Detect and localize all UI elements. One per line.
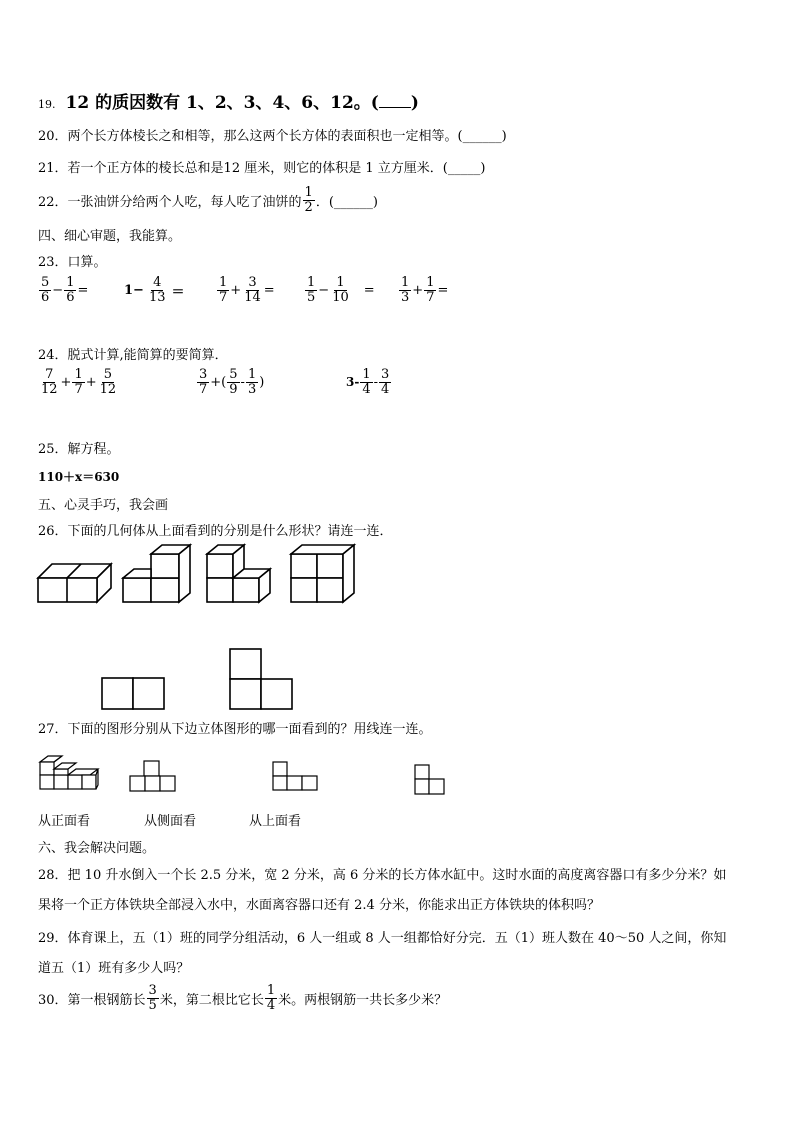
view-b [273, 762, 317, 790]
view-label-top: 从上面看 [249, 814, 302, 829]
q24-expression-1: $\frac{7}{12}$ + $\frac{1}{7}$ + $\frac{5}{12}$ [41, 367, 117, 397]
question-21: 21．若一个正方体的棱长总和是12 厘米，则它的体积是 1 立方厘米．(_____) [38, 161, 486, 176]
question-number: 19. [38, 98, 56, 111]
q24-expression-2: $\frac{3}{7}$ +( $\frac{5}{9}$ - $\frac{1}{3}$ ) [199, 367, 265, 397]
question-29-line-2: 道五（1）班有多少人吗？ [38, 961, 190, 976]
question-text: 22．一张油饼分给两个人吃，每人吃了油饼的 [38, 194, 302, 210]
q23-item-1: $\frac{5}{6}$ − $\frac{1}{6}$ = [41, 275, 89, 305]
view-c [415, 765, 444, 794]
question-27: 27．下面的图形分别从下边立体图形的哪一面看到的？用线连一连。 [38, 722, 432, 737]
solid-two-cubes [38, 564, 111, 602]
fraction: $\frac{1}{4}$ [266, 983, 276, 1013]
view-label-side: 从侧面看 [144, 814, 197, 829]
top-view-two-squares [102, 678, 164, 709]
q23-item-4: $\frac{1}{5}$ − $\frac{1}{10}$ = [307, 275, 375, 305]
question-24: 24．脱式计算,能简算的要简算． [38, 348, 228, 363]
question-28-line-1: 28．把 10 升水倒入一个长 2.5 分米，宽 2 分米，高 6 分米的长方体水缸中。这时水面的高度离容器口有多少分米？如 [38, 868, 727, 883]
question-26: 26．下面的几何体从上面看到的分别是什么形状？请连一连． [38, 524, 393, 539]
solid-step-cubes [123, 545, 190, 602]
q23-item-5: $\frac{1}{3}$ + $\frac{1}{7}$ = [401, 275, 449, 305]
question-29-line-1: 29．体育课上，五（1）班的同学分组活动，6 人一组或 8 人一组都恰好分完．五（1）班人数在 40～50 人之间，你知 [38, 931, 727, 946]
solid-l-cubes [207, 545, 270, 602]
section-4-heading: 四、细心审题，我能算。 [38, 229, 182, 244]
fraction: $\frac{1}{2}$ [304, 185, 313, 215]
question-text: 米。两根钢筋一共长多少米？ [278, 992, 448, 1008]
q24-expression-3: 3- $\frac{1}{4}$ - $\frac{3}{4}$ [346, 367, 390, 397]
view-label-front: 从正面看 [38, 814, 91, 829]
question-20: 20．两个长方体棱长之和相等，那么这两个长方体的表面积也一定相等。(______) [38, 129, 507, 144]
q23-item-3: $\frac{1}{7}$ + $\frac{3}{14}$ = [219, 275, 275, 305]
section-6-heading: 六、我会解决问题。 [38, 841, 156, 856]
q23-item-2: 1− $\frac{4}{13}$ ＝ [124, 275, 185, 305]
fraction: $\frac{3}{5}$ [148, 983, 157, 1013]
view-a [130, 761, 175, 791]
question-text: 米，第二根比它长 [159, 992, 264, 1008]
q27-solid [40, 756, 98, 789]
section-5-heading: 五、心灵手巧，我会画 [38, 498, 169, 513]
equation: 110＋x＝630 [38, 470, 120, 484]
question-23: 23．口算。 [38, 255, 107, 270]
question-text: 30．第一根钢筋长 [38, 992, 146, 1008]
top-view-l-shape [230, 649, 292, 709]
question-25: 25．解方程。 [38, 442, 120, 457]
question-30 [38, 984, 447, 1012]
question-28-line-2: 果将一个正方体铁块全部浸入水中，水面离容器口还有 2.4 分米，你能求出正方体铁块的体积吗？ [38, 898, 600, 913]
question-text-tail: ) [410, 93, 419, 113]
solid-four-cubes [291, 545, 354, 602]
question-text-tail: ．(______) [315, 194, 378, 210]
question-text: 12 的质因数有 1、2、3、4、6、12。( [65, 93, 379, 113]
